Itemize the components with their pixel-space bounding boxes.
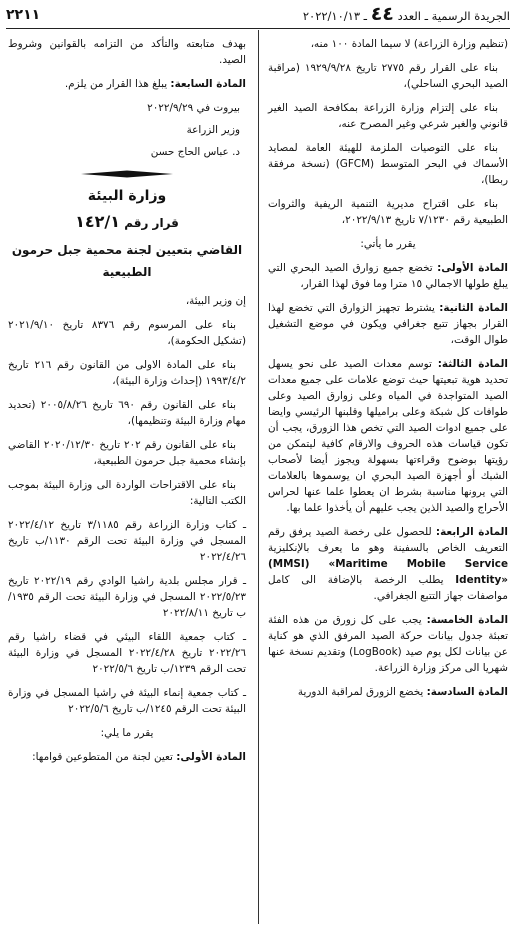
- separator-ornament: [81, 170, 173, 178]
- decides-line: يقرر ما يأتي:: [360, 238, 416, 250]
- article-label: المادة الثانية:: [439, 302, 508, 314]
- article-text: توسم معدات الصيد على نحو يسهل تحديد هوية تبعيتها حيث توضع علامات على جميع معدات الصيد المتواجدة في المياه وعلى زوارق الصيد وعلى طوافات كل شبكة وعلى براميلها وقلبنها الرئيسي وايضا على جميع ادوات الصيد التي تخص هذا الزورق، يجب أن تكون قياسات هذه الحروف والارقام كافية ليتمكن من رؤيتها بوضوح وقراءتها بسهولة ويجوز أيضا لأصحاب الشبك أو أجهزة الصيد البحري ان يوسموها بالعلامات التي يرونها مناسبة بشرط ان يعطوا علما عنها لحراس الأحراج والصيد الذين يجب عليهم أن يأخذوا علما بها.: [268, 358, 508, 514]
- article-label: المادة السابعة:: [170, 78, 246, 90]
- ministry-heading: وزارة البيئة: [87, 188, 167, 204]
- paragraph: بهدف متابعته والتأكد من التزامه بالقوانين وشروط الصيد.: [8, 38, 246, 66]
- article-text: يطلب الرخصة بالإضافة الى كامل مواصفات جهاز التتبع الجغرافي.: [268, 574, 508, 602]
- article-7: [8, 76, 246, 92]
- page-number: ٢٢١١: [6, 7, 41, 23]
- issue-number: ٤٤: [370, 3, 394, 25]
- paragraph: (تنظيم وزارة الزراعة) لا سيما المادة ١٠٠ منه،: [310, 38, 508, 50]
- paragraph: بناء على القرار رقم ٢٧٧٥ تاريخ ١٩٢٩/٩/٢٨ (مراقبة الصيد البحري الساحلي)،: [268, 62, 508, 90]
- list-item: ـ كتاب جمعية اللقاء البيئي في قضاء راشيا رقم ٢٠٢٢/٢٦ تاريخ ٢٠٢٢/٤/٢٨ المسجل في وزارة البيئة تحت الرقم ١٢٣٩/ب تاريخ ٢٠٢٢/٥/٦: [8, 631, 246, 675]
- article-1: [8, 749, 246, 765]
- minister-name: د. عباس الحاج حسن: [150, 146, 240, 158]
- paragraph: بناء على القانون رقم ٢٠٢ تاريخ ٢٠٢٠/١٢/٣٠ القاضي بإنشاء محمية جبل حرمون الطبيعية،: [8, 439, 246, 467]
- article-label: المادة الأولى:: [176, 751, 246, 763]
- gazette-name: الجريدة الرسمية ـ العدد: [397, 9, 510, 23]
- article-text: للحصول على رخصة الصيد يرفق رقم التعريف الخاص بالسفينة وهو ما يعرف بالإنكليزية: [268, 526, 508, 554]
- paragraph: بناء على المادة الاولى من القانون رقم ٢١٦ تاريخ ١٩٩٣/٤/٢ (إحداث وزارة البيئة)،: [8, 359, 246, 387]
- article-text: يبلغ هذا القرار من يلزم.: [64, 78, 168, 90]
- paragraph: بناء على التوصيات الملزمة للهيئة العامة لمصايد الأسماك في البحر المتوسط (GFCM) (نسخة مرفقة ربطا)،: [268, 142, 508, 186]
- article-5: [268, 612, 508, 676]
- article-6: [268, 684, 508, 700]
- article-text: تخضع جميع زوارق الصيد البحري التي يبلغ طولها الاجمالي ١٥ مترا وما فوق لهذا القرار،: [268, 262, 508, 290]
- right-column: [268, 36, 508, 708]
- article-1: [268, 260, 508, 292]
- paragraph: بناء على إلتزام وزارة الزراعة بمكافحة الصيد الغير قانوني والغير شرعي وغير المصرح عنه،: [268, 102, 508, 130]
- article-text: يجب على كل زورق من هذه الفئة تعبئة جدول بيانات حركة الصيد المرفق الذي هو كناية عن بيانات لكل يوم صيد (LogBook) وتقديم نسخة عنها شهريا الى مركز وزارة الزراعة.: [268, 614, 509, 674]
- paragraph: بناء على اقتراح مديرية التنمية الريفية والثروات الطبيعية رقم ٧/١٢٣٠ تاريخ ٢٠٢٢/٩/١٣،: [268, 198, 508, 226]
- page-header: [6, 2, 510, 29]
- article-text: يشترط تجهيز الزوارق التي تخضع لهذا القرار بجهاز تتبع جغرافي ويكون في موضع التشغيل طوال الوقت،: [268, 302, 508, 346]
- decree-prefix: قرار رقم: [124, 216, 179, 230]
- place-date: بيروت في ٢٠٢٢/٩/٢٩: [147, 102, 240, 114]
- issue-date: ـ ٢٠٢٢/١٠/١٣: [302, 9, 368, 23]
- paragraph: بناء على القانون رقم ٦٩٠ تاريخ ٢٠٠٥/٨/٢٦ (تحديد مهام وزارة البيئة وتنظيمها)،: [8, 399, 246, 427]
- article-label: المادة الثالثة:: [437, 358, 508, 370]
- article-text: تعين لجنة من المتطوعين قوامها:: [32, 751, 173, 763]
- list-item: ـ قرار مجلس بلدية راشيا الوادي رقم ٢٠٢٢/١٩ تاريخ ٢٠٢٢/٥/٢٣ المسجل في وزارة البيئة تحت الرقم ١٩٣٥/ب تاريخ ٢٠٢٢/٨/١١: [8, 575, 246, 619]
- list-item: ـ كتاب وزارة الزراعة رقم ٣/١١٨٥ تاريخ ٢٠٢٢/٤/١٢ المسجل في وزارة البيئة تحت الرقم ١١٣٠/ب تاريخ ٢٠٢٢/٤/٢٦: [8, 519, 246, 563]
- section-separator: [8, 170, 246, 178]
- article-label: المادة الرابعة:: [435, 526, 508, 538]
- minister-title: وزير الزراعة: [186, 124, 240, 136]
- column-divider: [258, 30, 259, 924]
- decree-number-value: ١٤٢/١: [75, 212, 120, 231]
- article-label: المادة الخامسة:: [426, 614, 509, 626]
- decides-line: يقرر ما يلي:: [100, 727, 154, 739]
- article-2: [268, 300, 508, 348]
- article-label: المادة السادسة:: [426, 686, 508, 698]
- article-text: يخضع الزورق لمراقبة الدورية: [297, 686, 424, 698]
- article-label: المادة الأولى:: [437, 262, 508, 274]
- list-item: ـ كتاب جمعية إنماء البيئة في راشيا المسجل في وزارة البيئة تحت الرقم ١٢٤٥/ب تاريخ ٢٠٢٢/٥/٦: [8, 687, 246, 715]
- header-title: [302, 3, 510, 25]
- decree-subject: القاضي بتعيين لجنة محمية جبل حرمون الطبيعية: [11, 243, 243, 279]
- article-3: [268, 356, 508, 516]
- intro: إن وزير البيئة،: [185, 295, 246, 307]
- mmsi-term: (MMSI) «Maritime Mobile Service Identity»: [268, 558, 508, 586]
- paragraph: بناء على الاقتراحات الواردة الى وزارة البيئة بموجب الكتب التالية:: [8, 479, 246, 507]
- paragraph: بناء على المرسوم رقم ٨٣٧٦ تاريخ ٢٠٢١/٩/١٠ (تشكيل الحكومة)،: [8, 319, 246, 347]
- article-4: [268, 524, 508, 604]
- decree-number: [8, 214, 246, 231]
- left-column: [8, 36, 246, 773]
